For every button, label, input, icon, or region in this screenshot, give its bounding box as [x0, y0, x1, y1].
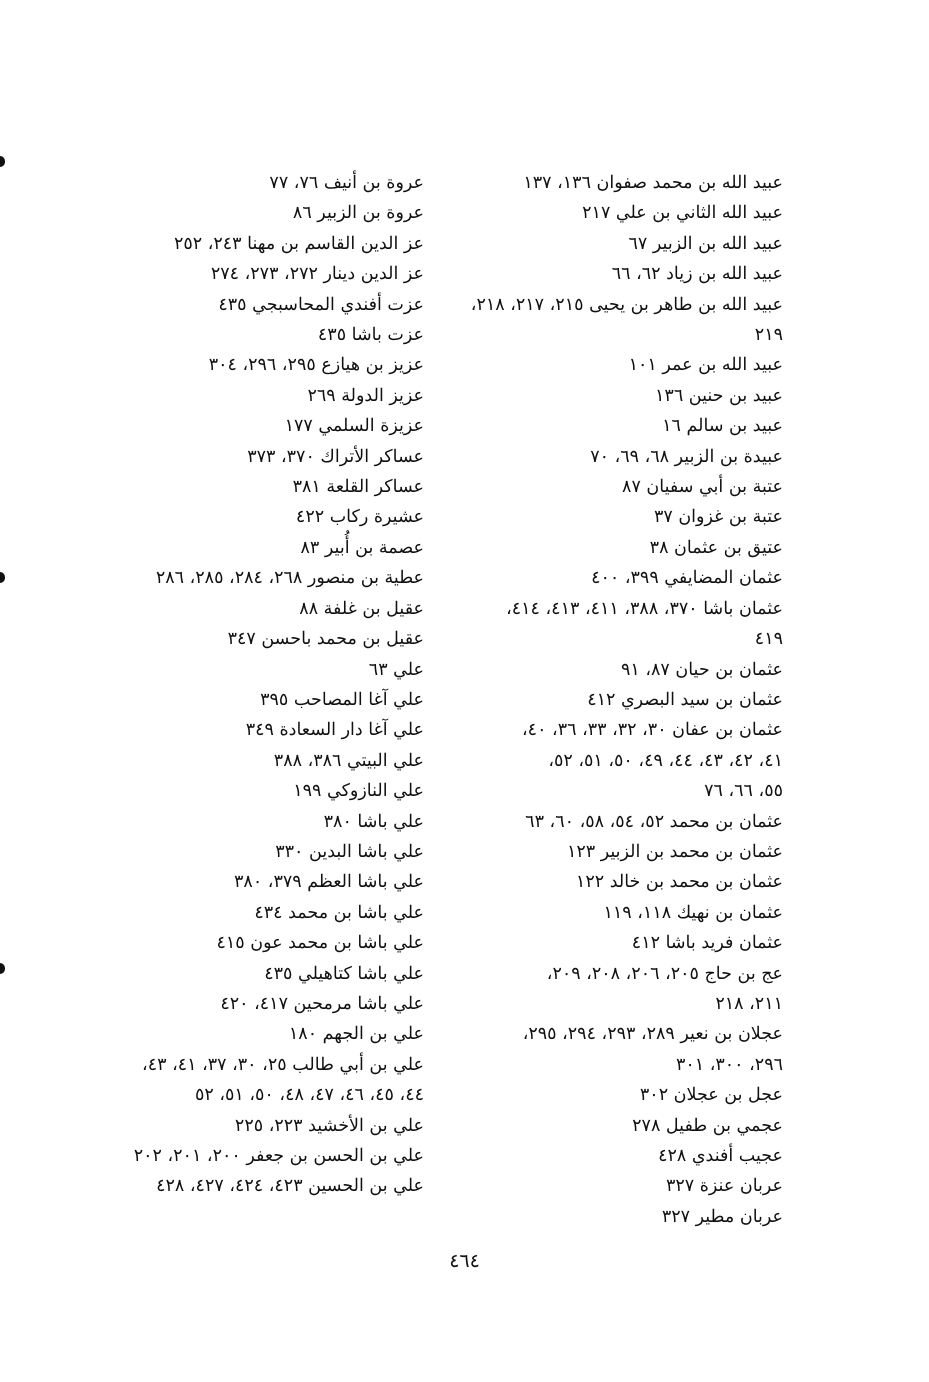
index-entry: عثمان فريد باشا ٤١٢	[631, 933, 783, 954]
index-entry: عجيب أفندي ٤٢٨	[658, 1146, 783, 1166]
index-entry: عج بن حاج ٢٠٥، ٢٠٦، ٢٠٨، ٢٠٩،	[546, 963, 783, 984]
index-entry: عزيز الدولة ٢٦٩	[307, 385, 424, 406]
index-entry: عزيزة السلمي ١٧٧	[284, 416, 424, 437]
index-entry: ٢٩٦، ٣٠٠، ٣٠١	[675, 1054, 783, 1075]
index-entry: عثمان بن عفان ٣٠، ٣٢، ٣٣، ٣٦، ٤٠،	[522, 720, 783, 741]
index-entry: علي آغا المصاحب ٣٩٥	[260, 689, 424, 710]
index-entry: علي البيتي ٣٨٦، ٣٨٨	[273, 750, 424, 771]
index-entry: عزت أفندي المحاسبجي ٤٣٥	[218, 294, 424, 315]
index-entry: عقيل بن غلفة ٨٨	[299, 598, 424, 619]
scan-edge-mark	[0, 572, 5, 583]
index-entry: عجمي بن طفيل ٢٧٨	[632, 1115, 783, 1136]
index-entry: عساكر الأتراك ٣٧٠، ٣٧٣	[247, 446, 424, 467]
index-entry: عثمان بن محمد بن خالد ١٢٢	[575, 872, 783, 893]
index-entry: علي باشا بن محمد عون ٤١٥	[216, 933, 424, 954]
index-entry: علي بن أبي طالب ٢٥، ٣٠، ٣٧، ٤١، ٤٣،	[142, 1054, 424, 1075]
index-entry: علي باشا العظم ٣٧٩، ٣٨٠	[234, 872, 424, 893]
index-entry: علي باشا البدين ٣٣٠	[275, 841, 424, 862]
index-entry: عثمان بن محمد بن الزبير ١٢٣	[566, 841, 783, 862]
index-entry: عشيرة ركاب ٤٢٢	[295, 507, 424, 528]
index-entry: عبيد بن سالم ١٦	[662, 416, 783, 437]
index-entry: علي باشا بن محمد ٤٣٤	[254, 902, 424, 923]
index-entry: عصمة بن أُبير ٨٣	[300, 537, 424, 558]
index-entry: عثمان بن محمد ٥٢، ٥٤، ٥٨، ٦٠، ٦٣	[525, 811, 783, 832]
index-entry: عتيق بن عثمان ٣٨	[649, 537, 783, 558]
index-entry: عثمان المضايفي ٣٩٩، ٤٠٠	[591, 568, 783, 589]
index-entry: عبيد بن حنين ١٣٦	[655, 385, 783, 406]
index-entry: عثمان بن حيان ٨٧، ٩١	[620, 659, 783, 680]
index-entry: علي باشا مرمحين ٤١٧، ٤٢٠	[220, 993, 424, 1014]
index-entry: علي ٦٣	[368, 659, 424, 680]
index-entry: ٤١، ٤٢، ٤٣، ٤٤، ٤٩، ٥٠، ٥١، ٥٢،	[548, 750, 783, 771]
index-entry: عروة بن أنيف ٧٦، ٧٧	[269, 173, 424, 193]
index-column-right	[443, 168, 783, 1232]
index-entry: علي بن الحسين ٤٢٣، ٤٢٤، ٤٢٧، ٤٢٨	[156, 1176, 424, 1197]
index-entry: عثمان باشا ٣٧٠، ٣٨٨، ٤١١، ٤١٣، ٤١٤،	[506, 598, 783, 619]
index-entry: علي النازوكي ١٩٩	[293, 781, 424, 802]
index-entry: عجلان بن نعير ٢٨٩، ٢٩٣، ٢٩٤، ٢٩٥،	[522, 1024, 783, 1045]
index-entry: ٢١١، ٢١٨	[715, 993, 783, 1014]
index-entry: ٤١٩	[754, 629, 783, 650]
index-entry: عربان مطير ٣٢٧	[661, 1206, 783, 1227]
scan-edge-mark	[0, 156, 5, 167]
index-entry: عطية بن منصور ٢٦٨، ٢٨٤، ٢٨٥، ٢٨٦	[155, 568, 424, 589]
page-number: ٤٦٤	[449, 1250, 480, 1272]
index-entry: عبيد الله بن زياد ٦٢، ٦٦	[611, 264, 783, 285]
index-entry: عبيد الله الثاني بن علي ٢١٧	[582, 203, 783, 224]
index-column-left	[84, 168, 424, 1202]
index-entry: عروة بن الزبير ٨٦	[292, 203, 424, 224]
index-entry: عبيد الله بن محمد صفوان ١٣٦، ١٣٧	[523, 173, 783, 193]
index-entry: عز الدين القاسم بن مهنا ٢٤٣، ٢٥٢	[173, 233, 424, 254]
index-entry: علي بن الجهم ١٨٠	[288, 1024, 424, 1045]
index-entry: عثمان بن نهيك ١١٨، ١١٩	[603, 902, 783, 923]
index-entry: عجل بن عجلان ٣٠٢	[639, 1085, 783, 1106]
index-entry: عربان عنزة ٣٢٧	[665, 1176, 783, 1197]
index-entry: عثمان بن سيد البصري ٤١٢	[587, 689, 783, 710]
index-entry: علي بن الحسن بن جعفر ٢٠٠، ٢٠١، ٢٠٢	[133, 1146, 424, 1166]
index-entry: ٢١٩	[754, 325, 783, 346]
index-entry: علي باشا كتاهيلي ٤٣٥	[264, 963, 424, 984]
index-entry: عقيل بن محمد باحسن ٣٤٧	[227, 629, 424, 650]
index-entry: علي بن الأخشيد ٢٢٣، ٢٢٥	[234, 1115, 424, 1136]
index-entry: عبيد الله بن طاهر بن يحيى ٢١٥، ٢١٧، ٢١٨،	[470, 294, 783, 315]
index-entry: عبيدة بن الزبير ٦٨، ٦٩، ٧٠	[590, 446, 783, 467]
index-entry: عساكر القلعة ٣٨١	[292, 477, 424, 498]
index-entry: عبيد الله بن الزبير ٦٧	[628, 233, 783, 254]
index-entry: عزيز بن هيازع ٢٩٥، ٢٩٦، ٣٠٤	[208, 355, 424, 376]
index-entry: عتبة بن أبي سفيان ٨٧	[622, 477, 783, 498]
index-entry: علي باشا ٣٨٠	[323, 811, 424, 832]
index-entry: ٤٤، ٤٥، ٤٦، ٤٧، ٤٨، ٥٠، ٥١، ٥٢	[194, 1085, 424, 1106]
index-entry: عتبة بن غزوان ٣٧	[653, 507, 783, 528]
index-entry: عز الدين دينار ٢٧٢، ٢٧٣، ٢٧٤	[210, 264, 424, 285]
scan-edge-mark	[0, 963, 5, 974]
index-entry: علي آغا دار السعادة ٣٤٩	[245, 720, 424, 741]
index-entry: ٥٥، ٦٦، ٧٦	[704, 781, 783, 802]
index-entry: عزت باشا ٤٣٥	[317, 325, 424, 346]
index-entry: عبيد الله بن عمر ١٠١	[628, 355, 783, 376]
